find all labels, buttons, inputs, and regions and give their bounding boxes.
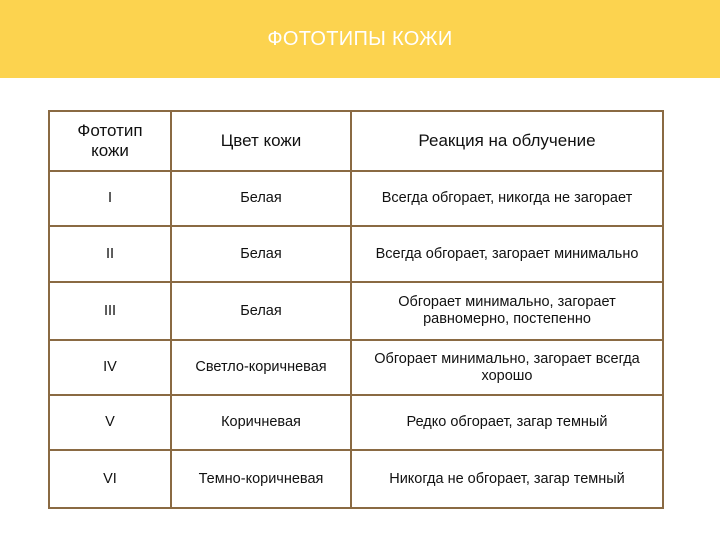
phototype-cell: III xyxy=(49,282,171,340)
phototype-cell: II xyxy=(49,226,171,282)
skin-color-cell: Темно-коричневая xyxy=(171,450,351,508)
reaction-cell: Всегда обгорает, никогда не загорает xyxy=(351,171,663,226)
skin-color-cell: Белая xyxy=(171,282,351,340)
skin-color-cell: Белая xyxy=(171,226,351,282)
table-row xyxy=(49,226,663,282)
reaction-cell: Обгорает минимально, загорает равномерно, постепенно xyxy=(351,282,663,340)
table-row xyxy=(49,171,663,226)
reaction-cell: Обгорает минимально, загорает всегда хорошо xyxy=(351,340,663,395)
header-reaction: Реакция на облучение xyxy=(351,111,663,171)
skin-phototype-table xyxy=(48,110,664,509)
phototype-cell: V xyxy=(49,395,171,450)
reaction-cell: Никогда не обгорает, загар темный xyxy=(351,450,663,508)
table-header-row xyxy=(49,111,663,171)
header-phototype: Фототип кожи xyxy=(49,111,171,171)
table-row xyxy=(49,395,663,450)
page-title: ФОТОТИПЫ КОЖИ xyxy=(267,27,453,50)
header-skin-color: Цвет кожи xyxy=(171,111,351,171)
table-row xyxy=(49,450,663,508)
reaction-cell: Всегда обгорает, загорает минимально xyxy=(351,226,663,282)
phototype-cell: IV xyxy=(49,340,171,395)
title-banner xyxy=(0,0,720,78)
skin-color-cell: Белая xyxy=(171,171,351,226)
reaction-cell: Редко обгорает, загар темный xyxy=(351,395,663,450)
table-row xyxy=(49,282,663,340)
skin-color-cell: Коричневая xyxy=(171,395,351,450)
phototype-cell: I xyxy=(49,171,171,226)
table-row xyxy=(49,340,663,395)
skin-color-cell: Светло-коричневая xyxy=(171,340,351,395)
phototype-cell: VI xyxy=(49,450,171,508)
